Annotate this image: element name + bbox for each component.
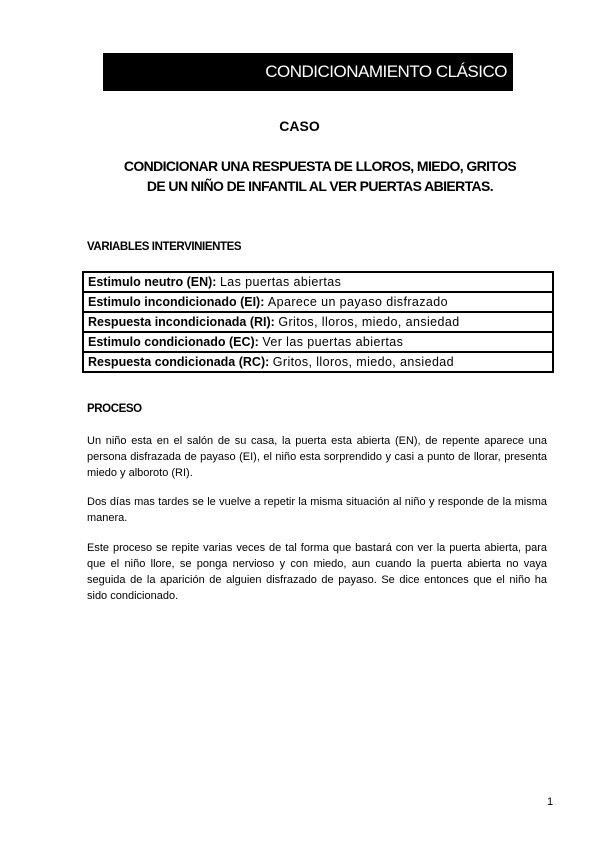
process-heading: PROCESO [87, 403, 142, 415]
variable-term: Respuesta condicionada (RC): [88, 355, 270, 369]
process-paragraph: Dos días mas tardes se le vuelve a repetir la misma situación al niño y responde de la misma manera. [87, 496, 547, 524]
banner-title: CONDICIONAMIENTO CLÁSICO [265, 62, 507, 81]
variable-value: Ver las puertas abiertas [262, 335, 404, 349]
variable-term: Respuesta incondicionada (RI): [88, 315, 275, 329]
table-row [83, 312, 553, 332]
variable-cell [83, 292, 553, 312]
variables-table [82, 271, 554, 373]
variable-value: Aparece un payaso disfrazado [267, 295, 448, 309]
table-row [83, 332, 553, 352]
table-row [83, 292, 553, 312]
document-title [80, 156, 560, 196]
table-row [83, 352, 553, 372]
case-label: CASO [279, 118, 320, 134]
variable-term: Estimulo incondicionado (EI): [88, 295, 265, 309]
title-line-1: CONDICIONAR UNA RESPUESTA DE LLOROS, MIEDO, GRITOS [123, 158, 517, 174]
variable-value: Gritos, lloros, miedo, ansiedad [272, 355, 454, 369]
variable-cell [83, 272, 553, 292]
variable-cell [83, 312, 553, 332]
variable-value: Gritos, lloros, miedo, ansiedad [278, 315, 460, 329]
process-paragraph: Un niño esta en el salón de su casa, la puerta esta abierta (EN), de repente aparece una persona disfrazada de payaso (EI), el niño esta sorprendido y casi a punto de llorar, presenta miedo y alboroto (RI). [87, 435, 547, 479]
document-banner [103, 53, 513, 91]
variables-heading: VARIABLES INTERVINIENTES [87, 241, 242, 253]
variable-cell [83, 352, 553, 372]
process-paragraph: Este proceso se repite varias veces de tal forma que bastará con ver la puerta abierta, para que el niño llore, se ponga nervioso y con miedo, aun cuando la puerta abierta no vaya seguida de la aparición de alguien disfrazado de payaso. Se dice entonces que el niño ha sido condicionado. [87, 542, 547, 602]
page-number: 1 [547, 796, 554, 808]
table-row [83, 272, 553, 292]
variable-term: Estimulo condicionado (EC): [88, 335, 259, 349]
variable-term: Estimulo neutro (EN): [88, 275, 217, 289]
variable-value: Las puertas abiertas [219, 275, 342, 289]
variable-cell [83, 332, 553, 352]
title-line-2: DE UN NIÑO DE INFANTIL AL VER PUERTAS ABIERTAS. [146, 178, 494, 194]
